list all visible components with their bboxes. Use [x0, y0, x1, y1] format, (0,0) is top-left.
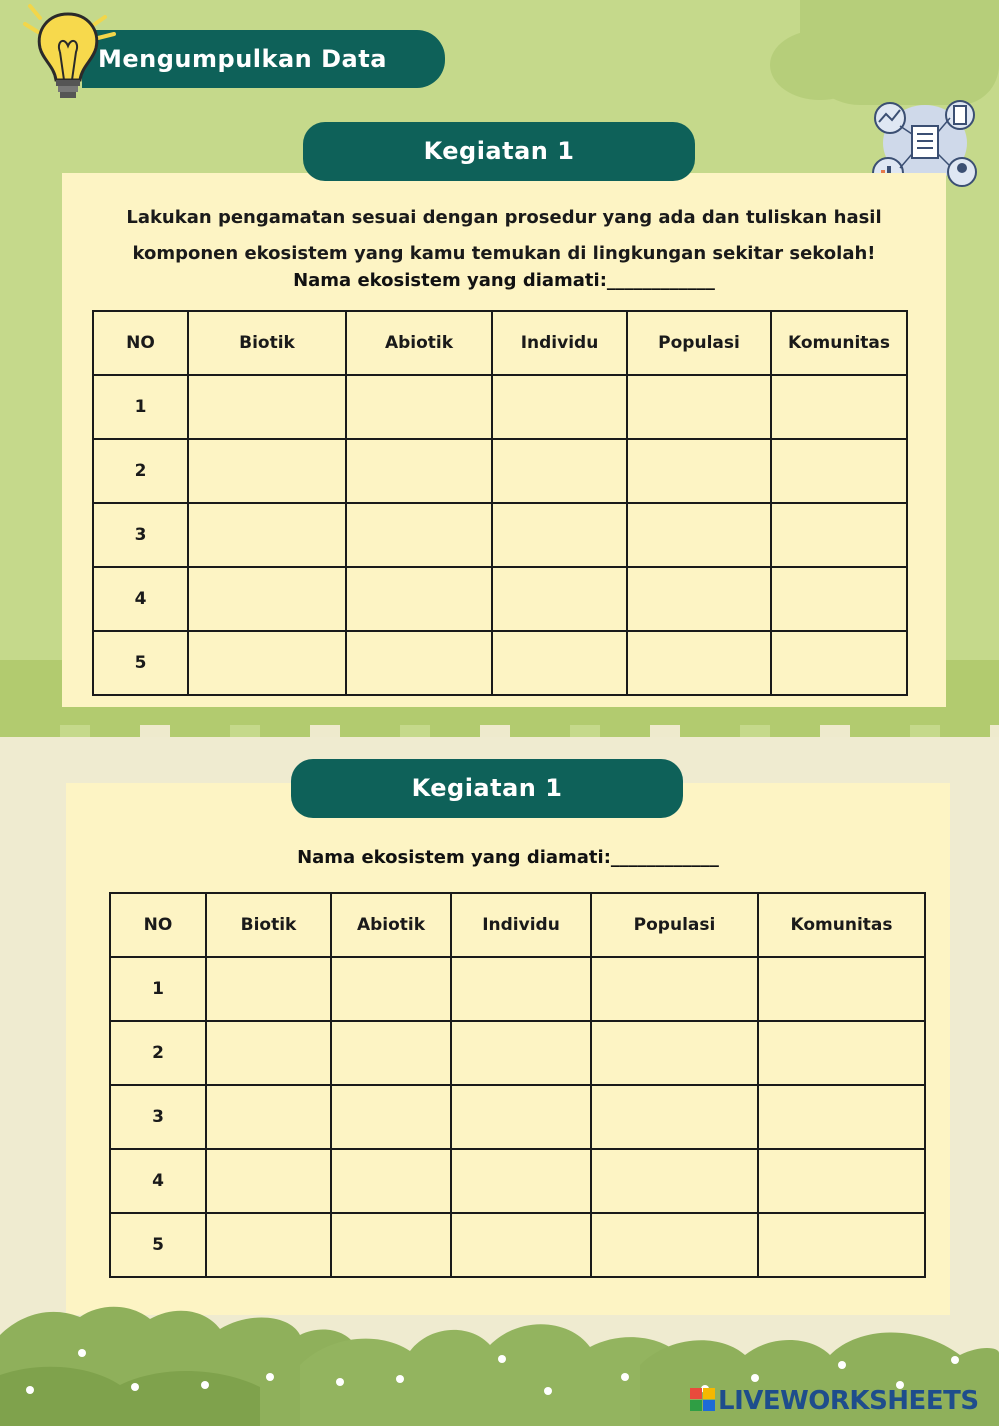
grass-edge: [0, 725, 999, 737]
cell-input[interactable]: [346, 503, 492, 567]
cell-input[interactable]: [451, 957, 591, 1021]
row-number: 2: [110, 1021, 206, 1085]
table-row: [93, 631, 907, 695]
row-number: 5: [110, 1213, 206, 1277]
page-title-text: Mengumpulkan Data: [98, 45, 387, 73]
cell-input[interactable]: [451, 1149, 591, 1213]
table-row: [110, 1149, 925, 1213]
section-pill-2: Kegiatan 1: [291, 759, 683, 818]
table-row: [110, 957, 925, 1021]
cell-input[interactable]: [627, 439, 771, 503]
cell-input[interactable]: [346, 439, 492, 503]
cell-input[interactable]: [188, 375, 346, 439]
col-no: NO: [110, 893, 206, 957]
lightbulb-icon: [10, 2, 120, 110]
row-number: 1: [110, 957, 206, 1021]
cell-input[interactable]: [346, 375, 492, 439]
row-number: 3: [93, 503, 188, 567]
liveworksheets-icon: [690, 1388, 716, 1412]
cell-input[interactable]: [591, 1021, 758, 1085]
cell-input[interactable]: [627, 375, 771, 439]
cell-input[interactable]: [591, 1213, 758, 1277]
cell-input[interactable]: [492, 375, 627, 439]
brand-text: LIVEWORKSHEETS: [718, 1386, 979, 1416]
cell-input[interactable]: [758, 1021, 925, 1085]
instruction-text: [62, 200, 946, 272]
row-number: 4: [93, 567, 188, 631]
cell-input[interactable]: [627, 567, 771, 631]
cell-input[interactable]: [206, 1021, 331, 1085]
table-row: [110, 1021, 925, 1085]
section-pill-1: Kegiatan 1: [303, 122, 695, 181]
col-komunitas: Komunitas: [771, 311, 907, 375]
cell-input[interactable]: [188, 567, 346, 631]
cell-input[interactable]: [627, 631, 771, 695]
col-populasi: Populasi: [591, 893, 758, 957]
instruction-line-1: Lakukan pengamatan sesuai dengan prosedur yang ada dan tuliskan hasil: [126, 207, 882, 228]
tree-decoration-2: [770, 30, 870, 100]
ecosystem-name-field-1[interactable]: Nama ekosistem yang diamati:____________: [293, 270, 715, 291]
cell-input[interactable]: [758, 1213, 925, 1277]
cell-input[interactable]: [771, 439, 907, 503]
col-no: NO: [93, 311, 188, 375]
cell-input[interactable]: [188, 631, 346, 695]
col-biotik: Biotik: [206, 893, 331, 957]
cell-input[interactable]: [451, 1021, 591, 1085]
row-number: 2: [93, 439, 188, 503]
col-biotik: Biotik: [188, 311, 346, 375]
cell-input[interactable]: [206, 1085, 331, 1149]
page-title: [82, 30, 445, 88]
cell-input[interactable]: [591, 957, 758, 1021]
cell-input[interactable]: [492, 567, 627, 631]
cell-input[interactable]: [758, 1149, 925, 1213]
row-number: 1: [93, 375, 188, 439]
cell-input[interactable]: [206, 957, 331, 1021]
cell-input[interactable]: [758, 957, 925, 1021]
col-abiotik: Abiotik: [346, 311, 492, 375]
cell-input[interactable]: [346, 567, 492, 631]
observation-table-1: [92, 310, 908, 696]
cell-input[interactable]: [591, 1085, 758, 1149]
cell-input[interactable]: [492, 439, 627, 503]
table-row: [110, 1213, 925, 1277]
row-number: 4: [110, 1149, 206, 1213]
col-individu: Individu: [451, 893, 591, 957]
ecosystem-name-field-2[interactable]: Nama ekosistem yang diamati:____________: [297, 847, 719, 868]
liveworksheets-logo[interactable]: [690, 1386, 990, 1416]
cell-input[interactable]: [492, 503, 627, 567]
cell-input[interactable]: [331, 1213, 451, 1277]
col-komunitas: Komunitas: [758, 893, 925, 957]
observation-table-2: [109, 892, 926, 1278]
table-row: [93, 375, 907, 439]
cell-input[interactable]: [331, 957, 451, 1021]
col-abiotik: Abiotik: [331, 893, 451, 957]
cell-input[interactable]: [188, 503, 346, 567]
row-number: 5: [93, 631, 188, 695]
instruction-line-2: komponen ekosistem yang kamu temukan di lingkungan sekitar sekolah!: [132, 243, 876, 264]
cell-input[interactable]: [771, 567, 907, 631]
row-number: 3: [110, 1085, 206, 1149]
table-row: [93, 439, 907, 503]
cell-input[interactable]: [206, 1213, 331, 1277]
cell-input[interactable]: [771, 375, 907, 439]
cell-input[interactable]: [758, 1085, 925, 1149]
col-populasi: Populasi: [627, 311, 771, 375]
cell-input[interactable]: [331, 1085, 451, 1149]
cell-input[interactable]: [451, 1213, 591, 1277]
table-row: [93, 503, 907, 567]
cell-input[interactable]: [492, 631, 627, 695]
table-row: [93, 567, 907, 631]
table-header-row: [110, 893, 925, 957]
cell-input[interactable]: [188, 439, 346, 503]
table-header-row: [93, 311, 907, 375]
cell-input[interactable]: [627, 503, 771, 567]
cell-input[interactable]: [771, 631, 907, 695]
col-individu: Individu: [492, 311, 627, 375]
cell-input[interactable]: [331, 1021, 451, 1085]
table-row: [110, 1085, 925, 1149]
cell-input[interactable]: [451, 1085, 591, 1149]
cell-input[interactable]: [331, 1149, 451, 1213]
cell-input[interactable]: [346, 631, 492, 695]
cell-input[interactable]: [771, 503, 907, 567]
cell-input[interactable]: [206, 1149, 331, 1213]
cell-input[interactable]: [591, 1149, 758, 1213]
